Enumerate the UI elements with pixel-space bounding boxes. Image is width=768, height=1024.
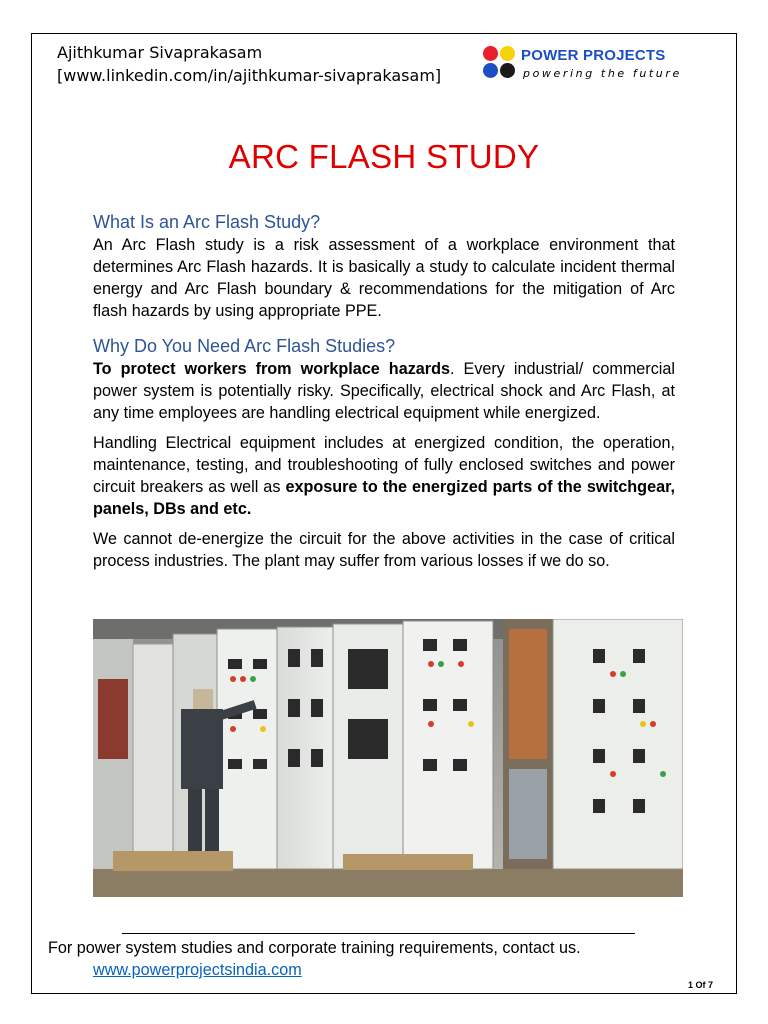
author-name: Ajithkumar Sivaprakasam [57, 43, 263, 62]
paragraph-text: . Every industrial/ commercial power system is potentially risky. Specifically, electrical shock and Arc Flash, at any time employees are handling electrical equipment while energized. [93, 360, 675, 422]
bold-text: exposure to the energized parts of the switchgear, panels, DBs and etc. [93, 478, 675, 518]
author-linkedin: [www.linkedin.com/in/ajithkumar-sivaprakasam] [57, 66, 442, 85]
paragraph-text: Handling Electrical equipment includes at energized condition, the operation, maintenance, testing, and troubleshooting of fully enclosed switches and power circuit breakers as well as [93, 434, 675, 496]
section-what-is [93, 210, 675, 322]
footer-contact: For power system studies and corporate training requirements, contact us. [48, 939, 581, 957]
logo-name [521, 47, 666, 64]
bold-text: To protect workers from workplace hazards [93, 360, 450, 378]
document-title: ARC FLASH STUDY [228, 138, 540, 175]
logo-dots-icon [483, 44, 519, 80]
company-logo [483, 44, 683, 84]
section-body: An Arc Flash study is a risk assessment of a workplace environment that determines Arc Flash hazards. It is basically a study to calculate incident thermal energy and Arc Flash boundary & recommendations for the mitigation of Arc flash hazards by using appropriate PPE. [93, 236, 675, 320]
paragraph [93, 358, 675, 424]
section-heading: What Is an Arc Flash Study? [93, 212, 321, 232]
section-heading: Why Do You Need Arc Flash Studies? [93, 336, 396, 356]
website-link[interactable]: www.powerprojectsindia.com [93, 961, 302, 979]
switchgear-photo [93, 619, 683, 897]
footer-divider [122, 933, 635, 934]
section-why-need [93, 334, 675, 572]
paragraph [93, 432, 675, 520]
page-number: 1 Of 7 [688, 980, 714, 990]
paragraph: We cannot de-energize the circuit for the above activities in the case of critical process industries. The plant may suffer from various losses if we do so. [93, 530, 675, 570]
logo-tagline: powering the future [523, 67, 682, 80]
logo-name-text: POWER PROJECTS [521, 47, 666, 64]
author-block [57, 41, 441, 87]
